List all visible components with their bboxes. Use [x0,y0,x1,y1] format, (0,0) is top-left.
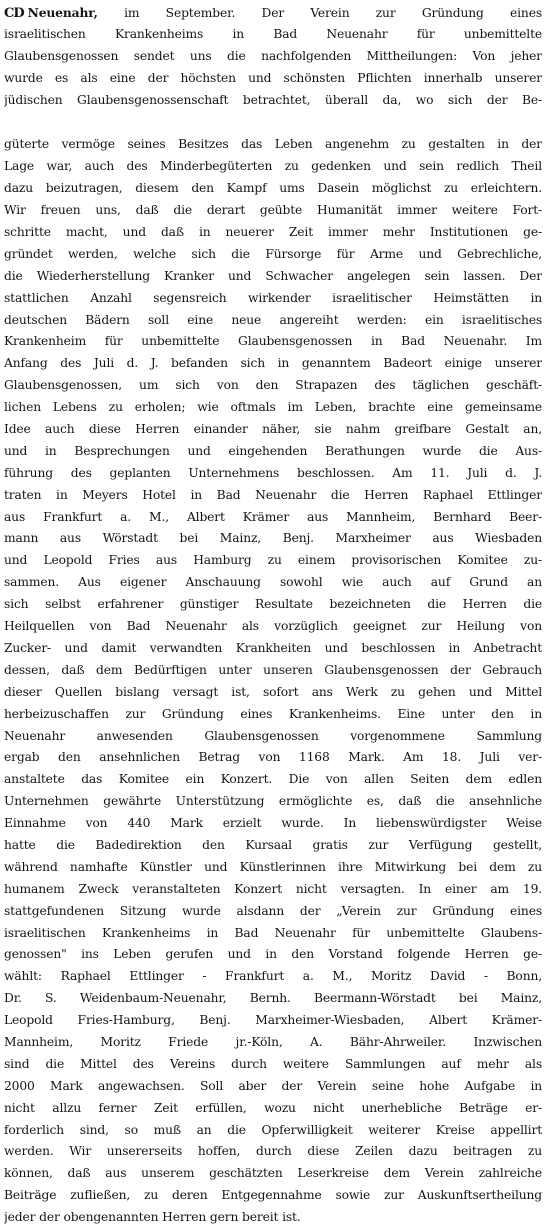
text-line-body-41: Leopold Fries-Hamburg, Benj. Marxheimer-Wiesbaden, Albert Krämer- [4,1013,542,1028]
text-line-body-6: gründet werden, welche sich die Fürsorge für Arme und Gebrechliche, [4,246,542,261]
text-line-top-2: israelitischen Krankenheims in Bad Neuenahr für unbemittelte [4,26,542,41]
text-line-body-50: jeder der obengenannten Herren gern bereit ist. [4,1210,301,1225]
text-line-body-22: sich selbst erfahrener günstiger Resultate bezeichneten die Herren die [4,597,542,612]
text-line-top-4: wurde es als eine der höchsten und schönsten Pflichten innerhalb unserer [4,70,542,85]
text-line-body-26: dieser Quellen bislang versagt ist, sofort ans Werk zu gehen und Mittel [4,684,542,699]
text-line-body-2: Lage war, auch des Minderbegüterten zu gedenken und sein redlich Theil [4,159,542,174]
text-line-body-18: aus Frankfurt a. M., Albert Krämer aus Mannheim, Bernhard Beer- [4,509,542,524]
text-line-body-37: israelitischen Krankenheims in Bad Neuenahr für unbemittelte Glaubens- [4,925,542,940]
text-line-top-5: jüdischen Glaubensgenossenschaft betrachtet, überall da, wo sich der Be- [4,92,542,107]
text-line-body-34: während namhafte Künstler und Künstlerinnen ihre Mitwirkung bei dem zu [4,859,542,874]
text-line-body-12: Glaubensgenossen, um sich von den Strapazen des täglichen geschäft- [4,378,542,393]
text-line-body-39: wählt: Raphael Ettlinger - Frankfurt a. M., Moritz David - Bonn, [4,969,542,984]
text-line-body-36: stattgefundenen Sitzung wurde alsdann der „Verein zur Gründung eines [4,903,542,918]
text-line-body-44: 2000 Mark angewachsen. Soll aber der Verein seine hohe Aufgabe in [4,1078,542,1093]
text-line-body-45: nicht allzu ferner Zeit erfüllen, wozu nicht unerhebliche Beträge er- [4,1100,542,1115]
text-line-body-40: Dr. S. Weidenbaum-Neuenahr, Bernh. Beermann-Wörstadt bei Mainz, [4,991,542,1006]
text-line-body-28: Neuenahr anwesenden Glaubensgenossen vorgenommene Sammlung [4,728,542,743]
first-line-text: im September. Der Verein zur Gründung eines [124,6,542,20]
text-line-body-20: und Leopold Fries aus Hamburg zu einem provisorischen Komitee zu- [4,553,542,568]
article-body [4,134,542,1229]
text-line-body-43: sind die Mittel des Vereins durch weitere Sammlungen auf mehr als [4,1056,542,1071]
text-line-body-21: sammen. Aus eigener Anschauung sowohl wie auch auf Grund an [4,575,542,590]
text-line-body-10: Krankenheim für unbemittelte Glaubensgenossen in Bad Neuenahr. Im [4,334,542,349]
text-line-body-4: Wir freuen uns, daß die derart geübte Humanität immer weitere Fort- [4,203,542,218]
text-line-body-49: Beiträge zufließen, zu deren Entgegennahme sowie zur Auskunftsertheilung [4,1188,542,1203]
paragraph-gap [4,111,542,134]
text-line-body-13: lichen Lebens zu erholen; wie oftmals im Leben, brachte eine gemeinsame [4,400,542,415]
text-line-1 [4,2,542,24]
text-line-body-47: werden. Wir unsererseits hoffen, durch diese Zeilen dazu beitragen zu [4,1144,542,1159]
place-heading: Neuenahr, [27,5,98,20]
article-opening [4,24,542,112]
text-line-body-5: schritte macht, und daß in neuerer Zeit immer mehr Institutionen ge- [4,225,542,240]
text-line-body-31: Unternehmen gewährte Unterstützung ermöglichte es, daß die ansehnliche [4,794,542,809]
text-line-body-35: humanem Zweck veranstalteten Konzert nicht versagten. In einer am 19. [4,881,542,896]
text-line-body-27: herbeizuschaffen zur Gründung eines Krankenheims. Eine unter den in [4,706,542,721]
text-line-body-42: Mannheim, Moritz Friede jr.-Köln, A. Bähr-Ahrweiler. Inzwischen [4,1034,542,1049]
text-line-body-11: Anfang des Juli d. J. befanden sich in genanntem Badeort einige unserer [4,356,542,371]
text-line-body-1: güterte vermöge seines Besitzes das Leben angenehm zu gestalten in der [4,137,542,152]
text-line-body-9: deutschen Bädern soll eine neue angereiht werden: ein israelitisches [4,312,542,327]
text-line-body-17: traten in Meyers Hotel in Bad Neuenahr die Herren Raphael Ettlinger [4,487,542,502]
text-line-body-14: Idee auch diese Herren einander näher, sie nahm greifbare Gestalt an, [4,422,542,437]
text-line-body-19: mann aus Wörstadt bei Mainz, Benj. Marxheimer aus Wiesbaden [4,531,542,546]
text-line-body-33: hatte die Badedirektion den Kursaal gratis zur Verfügung gestellt, [4,837,542,852]
text-line-body-7: die Wiederherstellung Kranker und Schwacher angelegen sein lassen. Der [4,268,542,283]
text-line-body-48: können, daß aus unserem geschätzten Leserkreise dem Verein zahlreiche [4,1166,542,1181]
text-line-body-24: Zucker- und damit verwandten Krankheiten und beschlossen in Anbetracht [4,640,542,655]
text-line-body-16: führung des geplanten Unternehmens beschlossen. Am 11. Juli d. J. [4,465,542,480]
text-line-body-38: genossen" ins Leben gerufen und in den Vorstand folgende Herren ge- [4,947,542,962]
text-line-body-29: ergab den ansehnlichen Betrag von 1168 Mark. Am 18. Juli ver- [4,750,542,765]
text-line-body-23: Heilquellen von Bad Neuenahr als vorzüglich geeignet zur Heilung von [4,619,542,634]
text-line-body-32: Einnahme von 440 Mark erzielt wurde. In liebenswürdigster Weise [4,816,542,831]
text-line-body-25: dessen, daß dem Bedürftigen unter unseren Glaubensgenossen der Gebrauch [4,662,542,677]
text-line-body-8: stattlichen Anzahl segensreich wirkender israelitischer Heimstätten in [4,290,542,305]
text-line-body-46: forderlich sind, so muß an die Opferwilligkeit weiterer Kreise appellirt [4,1122,542,1137]
section-mark: CD [4,6,24,21]
text-line-top-3: Glaubensgenossen sendet uns die nachfolgenden Mittheilungen: Von jeher [4,48,542,63]
text-line-body-30: anstaltete das Komitee ein Konzert. Die von allen Seiten dem edlen [4,772,542,787]
text-line-body-15: und in Besprechungen und eingehenden Berathungen wurde die Aus- [4,443,542,458]
text-line-body-3: dazu beizutragen, diesem den Kampf ums Dasein möglichst zu erleichtern. [4,181,542,196]
